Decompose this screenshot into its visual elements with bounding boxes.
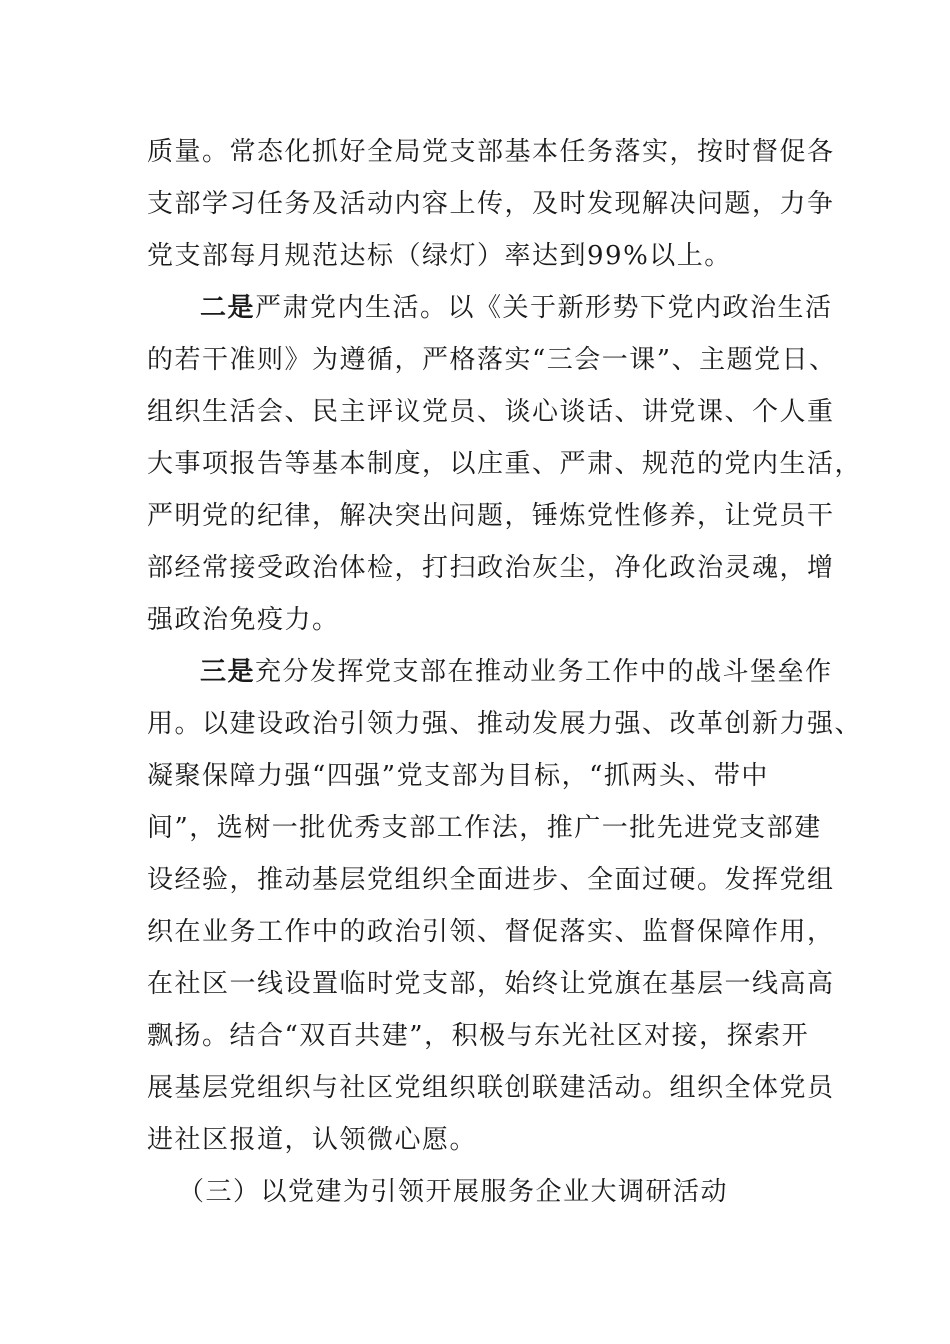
- paragraph2-first-line: [200, 288, 833, 328]
- paragraph1-line-1: 质量。常态化抓好全局党支部基本任务落实，按时督促各: [147, 137, 835, 167]
- paragraph3-lead: 三是: [200, 657, 256, 687]
- paragraph3-line-8: 飘扬。结合“双百共建”，积极与东光社区对接，探索开: [147, 1021, 810, 1051]
- paragraph2-line-5: 严明党的纪律，解决突出问题，锤炼党性修养，让党员干: [147, 501, 835, 531]
- paragraph2-lead: 二是: [200, 293, 256, 323]
- paragraph3-line-9: 展基层党组织与社区党组织联创联建活动。组织全体党员: [147, 1073, 835, 1103]
- paragraph2-first-line-rest: 严肃党内生活。以《关于新形势下党内政治生活: [255, 293, 833, 323]
- paragraph1-line-2: 支部学习任务及活动内容上传，及时发现解决问题，力争: [147, 189, 835, 219]
- paragraph3-line-3: 凝聚保障力强“四强”党支部为目标，“抓两头、带中: [147, 761, 769, 791]
- paragraph3-line-10: 进社区报道，认领微心愿。: [147, 1125, 478, 1155]
- section-heading: （三）以党建为引领开展服务企业大调研活动: [178, 1177, 729, 1207]
- paragraph2-line-6: 部经常接受政治体检，打扫政治灰尘，净化政治灵魂，增: [147, 553, 835, 583]
- paragraph3-line-2: 用。以建设政治引领力强、推动发展力强、改革创新力强、: [147, 709, 863, 739]
- paragraph3-line-6: 织在业务工作中的政治引领、督促落实、监督保障作用，: [147, 917, 835, 947]
- paragraph1-line-3: 党支部每月规范达标（绿灯）率达到99%以上。: [147, 241, 732, 271]
- paragraph3-first-line-rest: 充分发挥党支部在推动业务工作中的战斗堡垒作: [255, 657, 833, 687]
- paragraph3-line-7: 在社区一线设置临时党支部，始终让党旗在基层一线高高: [147, 969, 835, 999]
- paragraph2-line-7: 强政治免疫力。: [147, 605, 340, 635]
- paragraph3-line-4: 间”，选树一批优秀支部工作法，推广一批先进党支部建: [147, 813, 822, 843]
- paragraph2-line-2: 的若干准则》为遵循，严格落实“三会一课”、主题党日、: [147, 345, 837, 375]
- paragraph3-first-line: [200, 652, 833, 692]
- paragraph2-line-3: 组织生活会、民主评议党员、谈心谈话、讲党课、个人重: [147, 397, 835, 427]
- paragraph2-line-4: 大事项报告等基本制度，以庄重、严肃、规范的党内生活，: [147, 449, 863, 479]
- paragraph3-line-5: 设经验，推动基层党组织全面进步、全面过硬。发挥党组: [147, 865, 835, 895]
